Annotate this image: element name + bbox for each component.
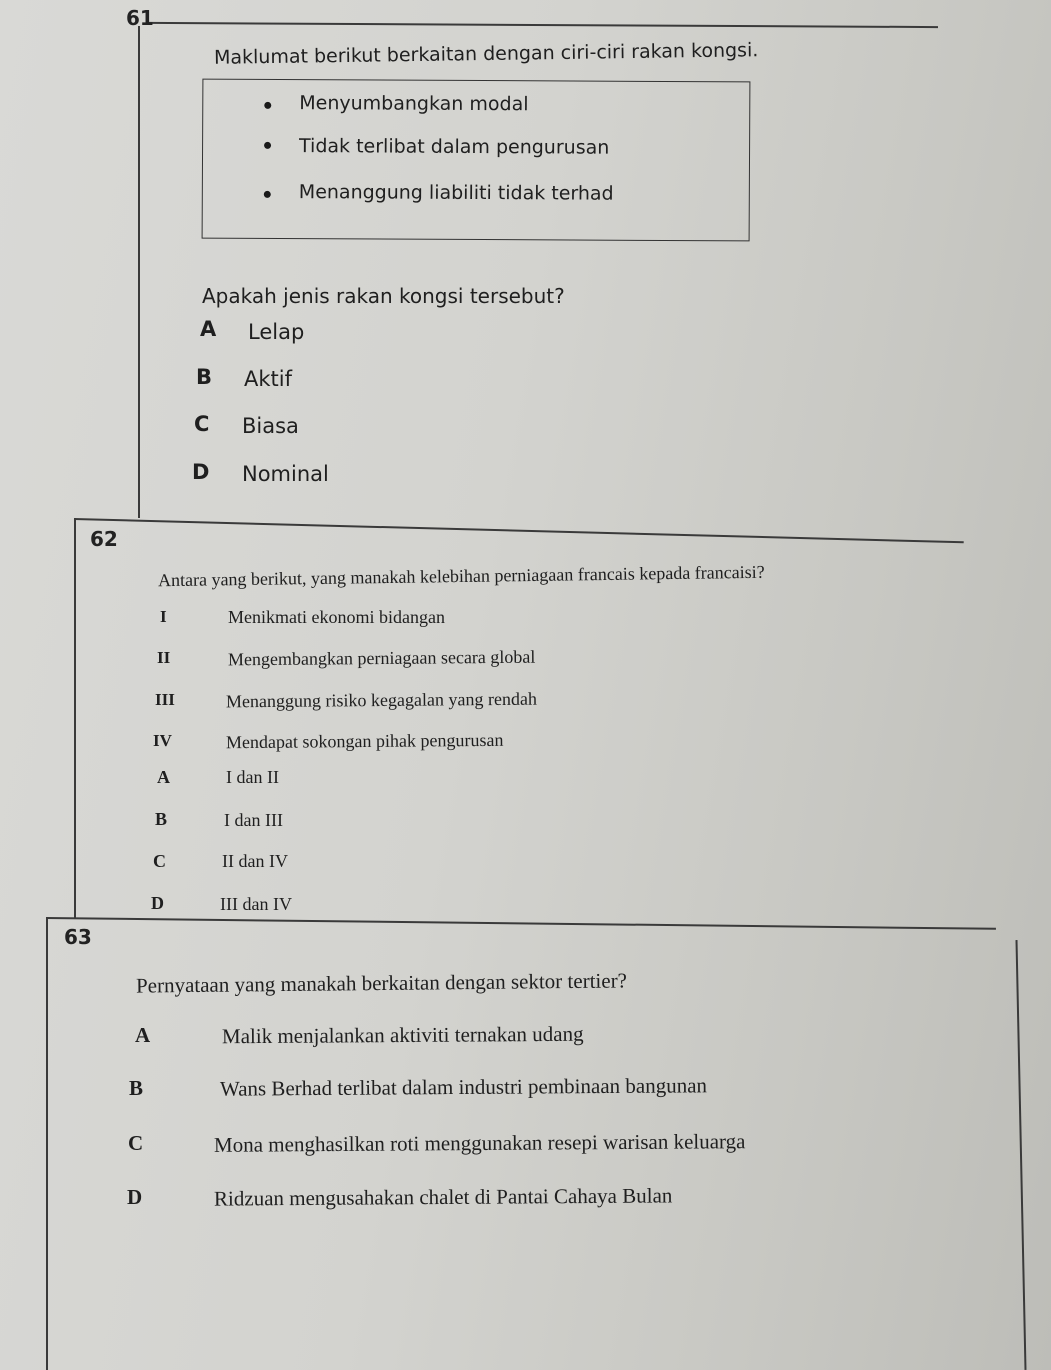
q63-option-c-letter: C (128, 1131, 144, 1155)
q61-option-d-letter: D (192, 460, 210, 484)
bullet-icon (264, 102, 271, 109)
q62-option-a-text: I dan II (226, 767, 279, 787)
q62-option-b-letter: B (155, 809, 168, 829)
q61-feature-box (202, 79, 751, 242)
bullet-icon (264, 191, 271, 198)
q62-statement-3-roman: III (155, 690, 175, 709)
q61-option-a-letter: A (200, 317, 217, 341)
q61-feature-1: Menyumbangkan modal (299, 92, 529, 116)
q61-left-rule (138, 26, 140, 518)
q63-option-d-text: Ridzuan mengusahakan chalet di Pantai Cahaya Bulan (213, 1183, 673, 1211)
q62-statement-1-text: Menikmati ekonomi bidangan (228, 607, 445, 627)
q63-option-c-text: Mona menghasilkan roti menggunakan resepi warisan keluarga (213, 1129, 746, 1157)
q62-option-c-letter: C (153, 851, 166, 871)
q63-option-d-letter: D (127, 1185, 143, 1209)
q62-statement-2-text: Mengembangkan perniagaan secara global (227, 646, 536, 670)
q62-statement-4-text: Mendapat sokongan pihak pengurusan (225, 729, 504, 753)
q63-option-b-text: Wans Berhad terlibat dalam industri pembinaan bangunan (219, 1073, 708, 1101)
q61-feature-2: Tidak terlibat dalam pengurusan (299, 135, 610, 159)
q61-option-b-letter: B (196, 365, 213, 389)
q62-option-b-text: I dan III (224, 810, 283, 830)
q61-feature-3: Menanggung liabiliti tidak terhad (298, 181, 614, 205)
q62-stem: Antara yang berikut, yang manakah kelebihan perniagaan francais kepada francaisi? (157, 561, 765, 591)
q61-question: Apakah jenis rakan kongsi tersebut? (202, 284, 565, 308)
q62-option-d-letter: D (151, 893, 164, 913)
q62-option-c-text: II dan IV (222, 851, 288, 871)
question-number-61: 61 (126, 6, 154, 30)
q63-option-a-text: Malik menjalankan aktiviti ternakan udang (221, 1021, 584, 1049)
q63-left-rule (46, 917, 48, 1370)
q63-stem: Pernyataan yang manakah berkaitan dengan sektor tertier? (135, 968, 628, 998)
q62-left-rule (74, 518, 76, 918)
q61-option-a-text: Lelap (248, 320, 305, 344)
q62-top-rule (74, 518, 964, 543)
q61-stem: Maklumat berikut berkaitan dengan ciri-ciri rakan kongsi. (213, 39, 759, 69)
q61-option-c-letter: C (194, 412, 210, 436)
q61-top-rule (148, 22, 938, 28)
bullet-icon (264, 142, 271, 149)
q63-top-rule (46, 917, 996, 929)
q63-option-a-letter: A (135, 1023, 151, 1047)
question-number-62: 62 (90, 527, 118, 551)
question-number-63: 63 (64, 925, 92, 949)
right-edge-rule (1015, 940, 1026, 1370)
q62-statement-1-roman: I (160, 607, 167, 626)
q62-option-d-text: III dan IV (220, 894, 292, 914)
q62-statement-2-roman: II (157, 648, 171, 667)
q63-option-b-letter: B (129, 1076, 144, 1100)
q62-statement-3-text: Menanggung risiko kegagalan yang rendah (225, 688, 537, 712)
q61-option-b-text: Aktif (244, 367, 292, 391)
q62-option-a-letter: A (157, 767, 170, 787)
q62-statement-4-roman: IV (153, 731, 172, 750)
q61-option-c-text: Biasa (242, 414, 299, 438)
q61-option-d-text: Nominal (242, 462, 329, 486)
